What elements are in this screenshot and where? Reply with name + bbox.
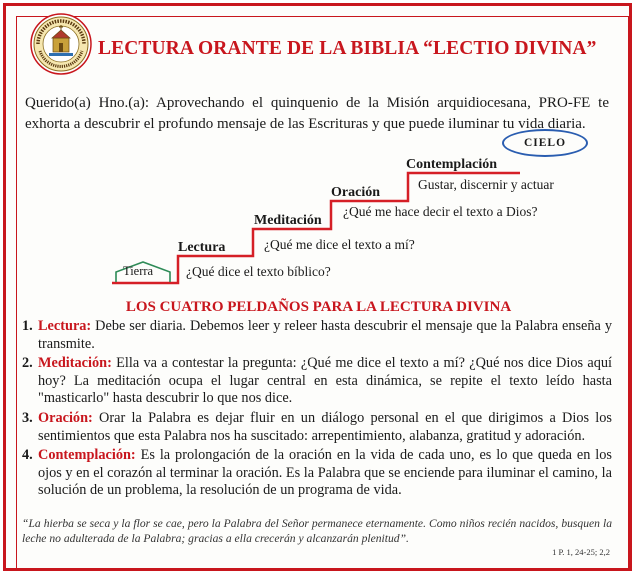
item-text: Debe ser diaria. Debemos leer y releer hasta descubrir el mensaje que la Palabra enseña y transmite.	[38, 318, 612, 352]
tierra-label: Tierra	[123, 264, 154, 278]
item-number: 1.	[22, 318, 33, 334]
step-contemplacion-question: Gustar, discernir y actuar	[418, 177, 554, 192]
cielo-badge: CIELO	[502, 129, 588, 157]
item-text: Es la prolongación de la oración en la vida de cada uno, es lo que queda en los ojos y en el corazón al terminar la oración. Es la Palabra que se enciende para iluminar el camino, la solución de un problema, la resolución de un programa de vida.	[38, 447, 612, 499]
steps-list	[22, 318, 612, 502]
item-number: 3.	[22, 409, 33, 426]
list-item	[22, 318, 612, 353]
quote-citation: 1 P. 1, 24-25; 2,2	[552, 547, 610, 557]
list-item	[22, 447, 612, 500]
step-lectura-question: ¿Qué dice el texto bíblico?	[186, 264, 331, 279]
step-meditacion-label: Meditación	[254, 213, 322, 228]
step-contemplacion-label: Contemplación	[406, 157, 497, 172]
item-term: Contemplación:	[38, 447, 136, 464]
item-text: Ella va a contestar la pregunta: ¿Qué me dice el texto a mí? ¿Qué nos dice Dios aquí hoy? La meditación ocupa el lugar central en esta dinámica, se repite el texto leído hasta "masticarlo" hasta descubrir lo que nos dice.	[38, 355, 612, 407]
item-number: 2.	[22, 355, 33, 372]
item-term: Lectura:	[38, 318, 92, 334]
step-oracion-question: ¿Qué me hace decir el texto a Dios?	[343, 204, 538, 219]
page-title: LECTURA ORANTE DE LA BIBLIA “LECTIO DIVINA”	[98, 38, 597, 59]
step-lectura-label: Lectura	[178, 240, 226, 255]
item-term: Meditación:	[38, 355, 112, 372]
step-meditacion-question: ¿Qué me dice el texto a mí?	[264, 237, 415, 252]
step-oracion-label: Oración	[331, 185, 380, 200]
item-number: 4.	[22, 447, 33, 464]
section-subtitle: LOS CUATRO PELDAÑOS PARA LA LECTURA DIVINA	[125, 299, 512, 315]
list-item	[22, 410, 612, 445]
item-term: Oración:	[38, 409, 93, 426]
intro-paragraph: Querido(a) Hno.(a): Aprovechando el quinquenio de la Misión arquidiocesana, PRO-FE te exhorta a descubrir el profundo mensaje de las Escrituras y que puede iluminar tu vida diaria.	[25, 95, 609, 132]
item-text: Orar la Palabra es dejar fluir en un diálogo personal en el que dirigimos a Dios los sentimientos que esta Palabra nos ha suscitado: arrepentimiento, alabanza, gratitud y adoración.	[38, 409, 612, 444]
bible-quote: “La hierba se seca y la flor se cae, pero la Palabra del Señor permanece eternamente. Como niños recién nacidos, busquen la leche no adulterada de la Palabra; gracias a ella crecerán y alcanzarán plenitud”.	[22, 517, 612, 545]
list-item	[22, 355, 612, 408]
